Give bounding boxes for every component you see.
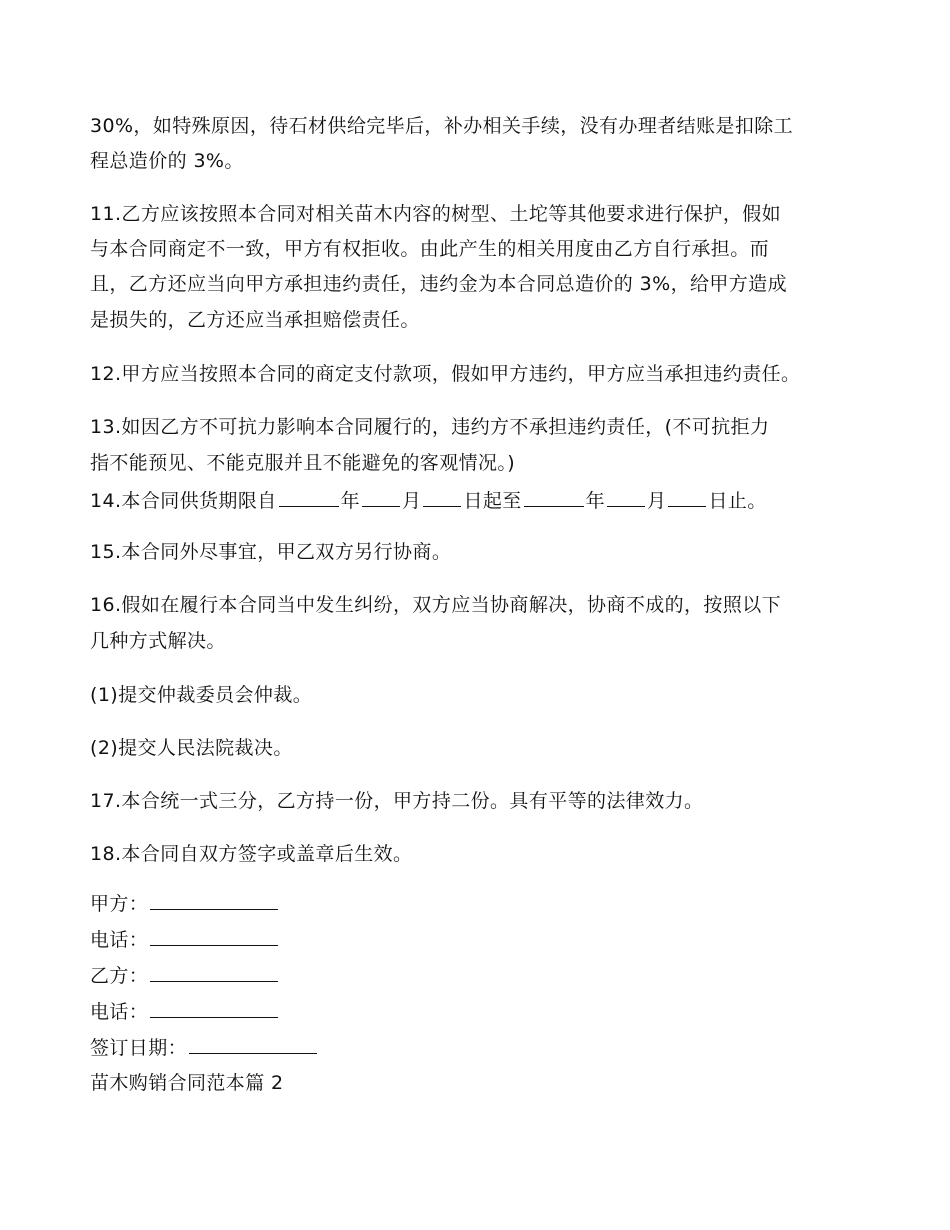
end-year-blank[interactable] [524,486,584,507]
paragraph-line: (1)提交仲裁委员会仲裁。 [90,684,313,706]
signature-blank[interactable] [189,1033,317,1054]
year-label: 年 [585,490,606,512]
signature-label: 电话： [90,929,149,951]
paragraph-line: 指不能预见、不能克服并且不能避免的客观情况。) [90,452,516,474]
paragraph-line: 17.本合统一式三分，乙方持一份，甲方持二份。具有平等的法律效力。 [90,790,704,812]
paragraph-line: 30%，如特殊原因，待石材供给完毕后，补办相关手续，没有办理者结账是扣除工 [90,115,794,137]
supply-period-suffix: 日止。 [708,490,767,512]
signature-blank[interactable] [150,925,278,946]
paragraph-line: 是损失的，乙方还应当承担赔偿责任。 [90,309,420,331]
signature-label: 乙方： [90,965,149,987]
paragraph-line: 18.本合同自双方签字或盖章后生效。 [90,843,413,865]
month-label: 月 [402,490,422,512]
paragraph-line: 16.假如在履行本合同当中发生纠纷，双方应当协商解决，协商不成的，按照以下 [90,594,782,616]
signature-blank[interactable] [150,889,278,910]
month-label: 月 [647,490,667,512]
next-section-title: 苗木购销合同范本篇 2 [90,1072,284,1094]
signature-line-party-b [90,961,280,989]
signature-blank[interactable] [150,961,278,982]
start-year-blank[interactable] [279,486,339,507]
supply-period-line [90,486,767,514]
year-label: 年 [340,490,361,512]
paragraph-line: 程总造价的 3%。 [90,150,244,172]
signature-line-phone-a [90,925,280,953]
end-day-blank[interactable] [668,486,706,507]
paragraph-line: 几种方式解决。 [90,630,226,652]
paragraph-line: (2)提交人民法院裁决。 [90,737,293,759]
signature-line-party-a [90,889,280,917]
end-month-blank[interactable] [607,486,645,507]
paragraph-line: 且，乙方还应当向甲方承担违约责任，违约金为本合同总造价的 3%，给甲方造成 [90,273,787,295]
signature-label: 签订日期： [90,1037,188,1059]
signature-label: 电话： [90,1001,149,1023]
paragraph-line: 15.本合同外尽事宜，甲乙双方另行协商。 [90,541,452,563]
paragraph-line: 11.乙方应该按照本合同对相关苗木内容的树型、土坨等其他要求进行保护，假如 [90,203,782,225]
signature-blank[interactable] [150,997,278,1018]
signature-line-phone-b [90,997,280,1025]
signature-label: 甲方： [90,893,149,915]
start-month-blank[interactable] [362,486,400,507]
paragraph-line: 12.甲方应当按照本合同的商定支付款项，假如甲方违约，甲方应当承担违约责任。 [90,363,801,385]
signature-line-date [90,1033,319,1061]
paragraph-line: 与本合同商定不一致，甲方有权拒收。由此产生的相关用度由乙方自行承担。而 [90,238,770,260]
start-day-blank[interactable] [423,486,461,507]
supply-period-prefix: 14.本合同供货期限自 [90,490,277,512]
paragraph-line: 13.如因乙方不可抗力影响本合同履行的，违约方不承担违约责任，(不可抗拒力 [90,416,770,438]
supply-period-mid: 日起至 [463,490,522,512]
